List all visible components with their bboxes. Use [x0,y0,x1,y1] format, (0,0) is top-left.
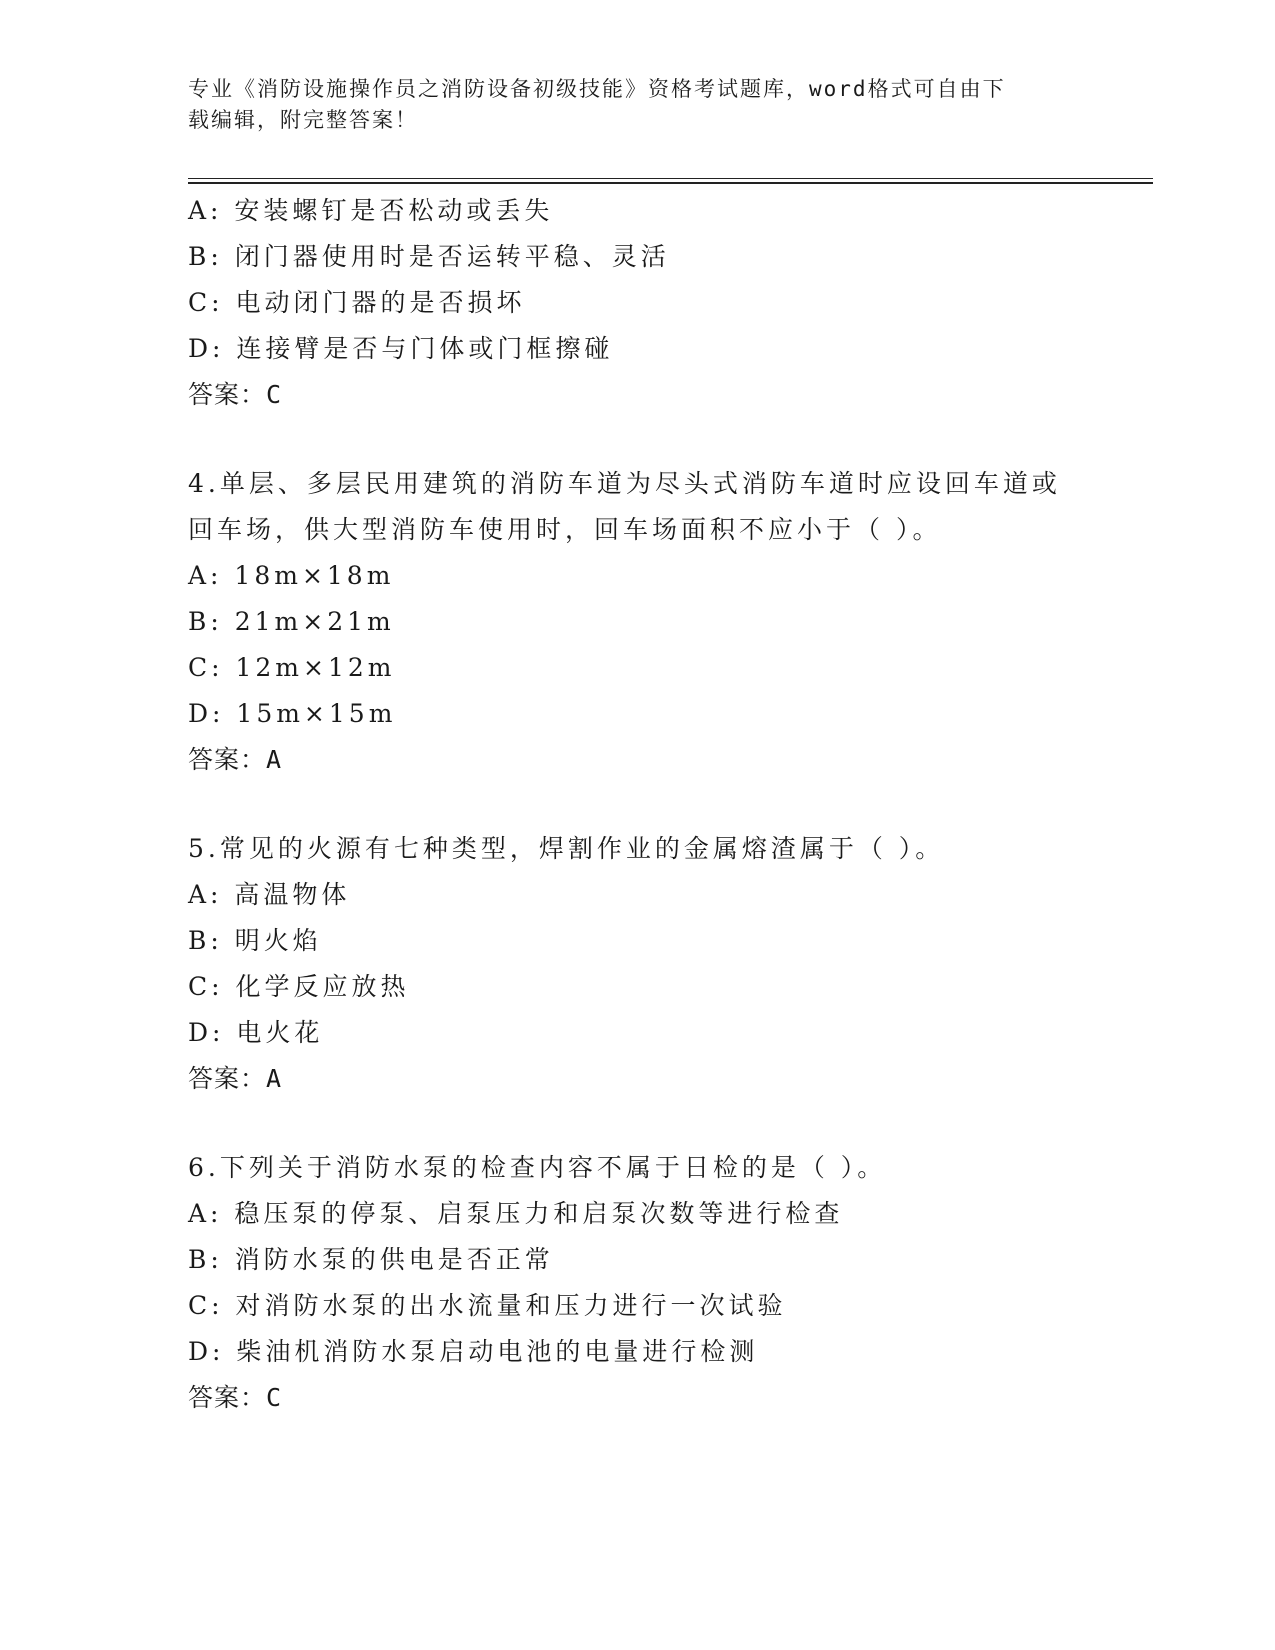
option-c: C: 12m×12m [188,653,396,682]
document-header [188,74,1068,136]
answer: 答案：A [188,1064,283,1093]
header-divider-thick [188,182,1153,184]
option-d: D: 电火花 [188,1018,324,1047]
option-b: B: 21m×21m [188,607,395,636]
question-6 [188,1145,1148,1421]
option-c: C: 电动闭门器的是否损坏 [188,288,526,317]
answer: 答案：C [188,380,283,409]
answer: 答案：A [188,745,283,774]
option-d: D: 15m×15m [188,699,397,728]
header-line-1: 专业《消防设施操作员之消防设备初级技能》资格考试题库，word格式可自由下 [188,77,1006,101]
question-stem-line-1: 6.下列关于消防水泵的检查内容不属于日检的是（ ）。 [188,1153,887,1182]
option-d: D: 连接臂是否与门体或门框擦碰 [188,334,614,363]
option-b: B: 消防水泵的供电是否正常 [188,1245,554,1274]
header-divider-thin [188,178,1153,179]
option-c: C: 对消防水泵的出水流量和压力进行一次试验 [188,1291,787,1320]
option-d: D: 柴油机消防水泵启动电池的电量进行检测 [188,1337,759,1366]
option-b: B: 闭门器使用时是否运转平稳、灵活 [188,242,670,271]
option-a: A: 稳压泵的停泵、启泵压力和启泵次数等进行检查 [188,1199,844,1228]
question-stem-line-1: 4.单层、多层民用建筑的消防车道为尽头式消防车道时应设回车道或 [188,469,1061,498]
option-a: A: 18m×18m [188,561,395,590]
option-a: A: 高温物体 [188,880,351,909]
question-3 [188,188,1148,418]
option-b: B: 明火焰 [188,926,322,955]
question-4 [188,461,1148,783]
option-a: A: 安装螺钉是否松动或丢失 [188,196,554,225]
question-stem-line-2: 回车场，供大型消防车使用时，回车场面积不应小于（ ）。 [188,515,942,544]
question-5 [188,826,1148,1102]
question-stem-line-1: 5.常见的火源有七种类型，焊割作业的金属熔渣属于（ ）。 [188,834,945,863]
header-line-2: 载编辑，附完整答案！ [188,108,418,132]
question-list [188,188,1148,1421]
option-c: C: 化学反应放热 [188,972,410,1001]
answer: 答案：C [188,1383,283,1412]
